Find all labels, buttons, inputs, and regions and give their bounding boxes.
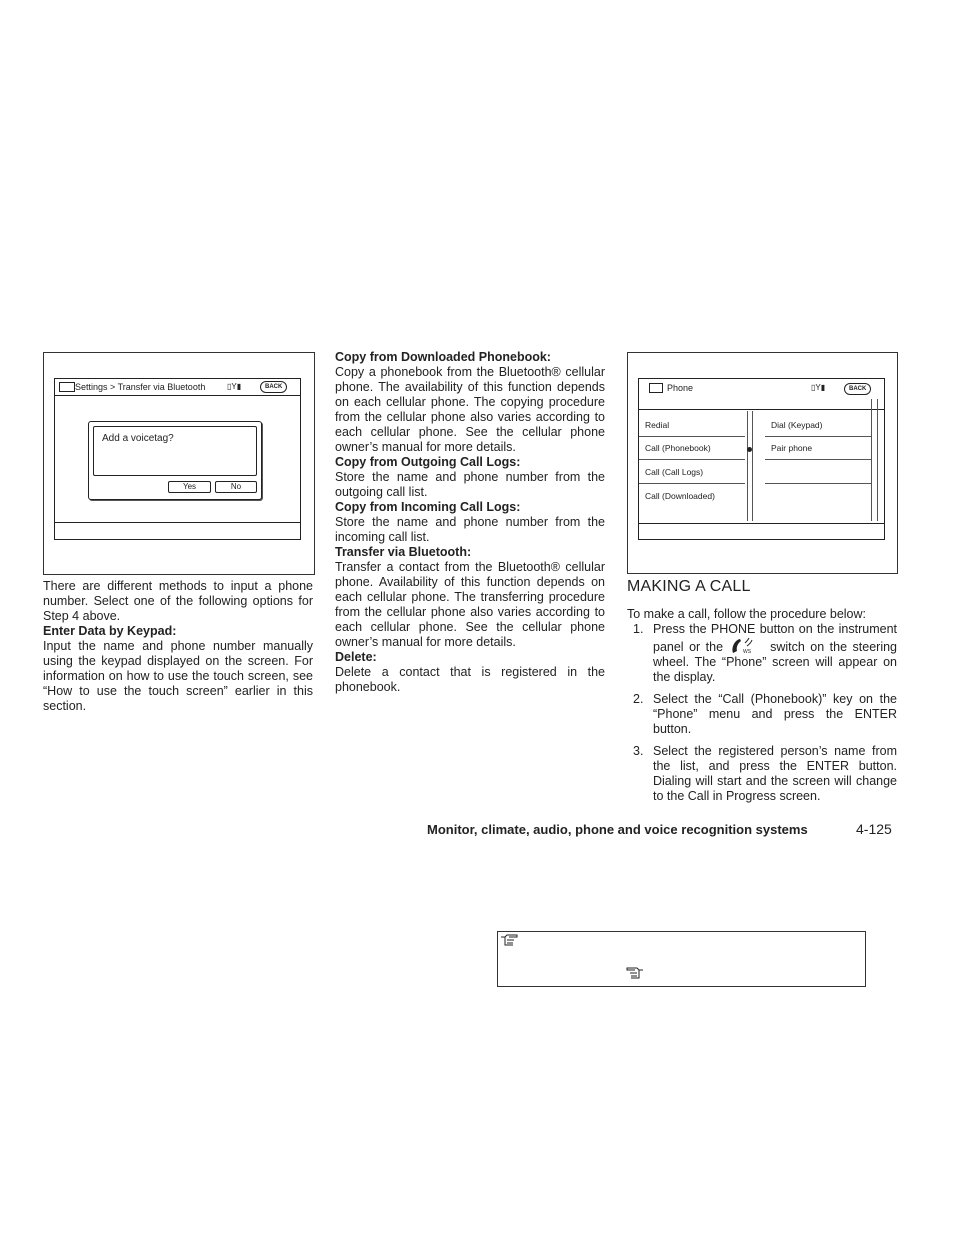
note-box [497, 931, 866, 987]
step-text: Press the PHONE button on the instrument panel or the [653, 622, 897, 654]
chapter-footer: Monitor, climate, audio, phone and voice recognition systems [427, 822, 808, 837]
no-button[interactable]: No [215, 481, 257, 493]
keypad-heading: Enter Data by Keypad: [43, 624, 177, 638]
step-3 [627, 744, 897, 804]
menu-item-call-phonebook[interactable]: Call (Phonebook) [639, 437, 745, 460]
keypad-paragraph: Input the name and phone number manually using the keypad displayed on the screen. For information on how to use the touch screen, see “How to use the touch screen” earlier in this section. [43, 639, 313, 713]
pointing-hand-icon [624, 966, 644, 985]
intro-paragraph: There are different methods to input a phone number. Select one of the following options for Step 4 above. [43, 579, 313, 623]
screen-bottom-bar [639, 523, 884, 524]
menu-item-call-logs[interactable]: Call (Call Logs) [639, 461, 745, 484]
step-number: 1. [633, 622, 644, 636]
breadcrumb: Settings > Transfer via Bluetooth [75, 382, 206, 392]
column-right [627, 607, 897, 811]
display-screen [54, 378, 301, 540]
delete-text: Delete a contact that is registered in the phonebook. [335, 665, 605, 694]
transfer-bluetooth-heading: Transfer via Bluetooth: [335, 545, 472, 559]
downloaded-phonebook-heading: Copy from Downloaded Phonebook: [335, 350, 551, 364]
menu-item-call-downloaded[interactable]: Call (Downloaded) [645, 491, 715, 501]
menu-icon [59, 382, 75, 392]
step-1 [627, 622, 897, 685]
outgoing-logs-heading: Copy from Outgoing Call Logs: [335, 455, 521, 469]
menu-item-pair-phone[interactable]: Pair phone [765, 437, 871, 460]
step-number: 2. [633, 692, 644, 706]
back-button[interactable]: BACK [260, 381, 287, 393]
screen-bottom-bar [55, 522, 300, 523]
figure-voicetag-screen [43, 352, 315, 575]
making-call-intro: To make a call, follow the procedure below: [627, 607, 867, 621]
signal-icon: ▯Y▮ [227, 382, 242, 391]
phone-title: Phone [667, 383, 694, 393]
figure-phone-screen [627, 352, 898, 574]
section-title: MAKING A CALL [627, 578, 751, 595]
svg-text:WS: WS [742, 649, 751, 655]
display-screen [638, 378, 885, 540]
signal-icon: ▯Y▮ [811, 383, 826, 392]
page-number: 4-125 [856, 821, 892, 837]
dialog-text: Add a voicetag? [102, 433, 174, 444]
step-text: Select the registered person’s name from the list, and press the ENTER button. Dialing will start and the screen will change to the Call in Progress screen. [653, 744, 897, 803]
step-number: 3. [633, 744, 644, 758]
scroll-position-dot [747, 447, 752, 452]
back-button[interactable]: BACK [844, 383, 871, 395]
screen-title-bar [639, 379, 884, 410]
column-left [43, 579, 313, 714]
screen-title-bar [55, 379, 300, 396]
incoming-logs-text: Store the name and phone number from the incoming call list. [335, 515, 605, 544]
menu-item-redial[interactable]: Redial [639, 414, 745, 437]
pointing-hand-icon [500, 933, 520, 952]
step-2 [627, 692, 897, 737]
step-text: Select the “Call (Phonebook)” key on the “Phone” menu and press the ENTER button. [653, 692, 897, 736]
phone-voice-switch-icon [729, 637, 765, 655]
scroll-track-left [747, 411, 753, 521]
menu-item-empty-1 [765, 461, 871, 484]
dialog-message [93, 426, 257, 476]
step-text-continued: switch on the steering wheel. The “Phone” screen will appear on the display. [653, 640, 898, 684]
scroll-track-right [871, 399, 878, 521]
transfer-bluetooth-text: Transfer a contact from the Bluetooth® cellular phone. Availability of this function depends on each cellular phone. The transferring procedure from the cellular phone also varies according to each cellular phone. See the cellular phone owner’s manual for more details. [335, 560, 605, 649]
yes-button[interactable]: Yes [168, 481, 211, 493]
outgoing-logs-text: Store the name and phone number from the outgoing call list. [335, 470, 605, 499]
voicetag-dialog [88, 421, 262, 500]
phone-menu-icon [649, 383, 663, 393]
column-middle [335, 350, 605, 695]
downloaded-phonebook-text: Copy a phonebook from the Bluetooth® cellular phone. The availability of this function depends on each cellular phone. The copying procedure from the cellular phone also varies according to each cellular phone. See the cellular phone owner’s manual for more details. [335, 365, 605, 454]
menu-item-dial-keypad[interactable]: Dial (Keypad) [765, 414, 871, 437]
incoming-logs-heading: Copy from Incoming Call Logs: [335, 500, 521, 514]
delete-heading: Delete: [335, 650, 377, 664]
